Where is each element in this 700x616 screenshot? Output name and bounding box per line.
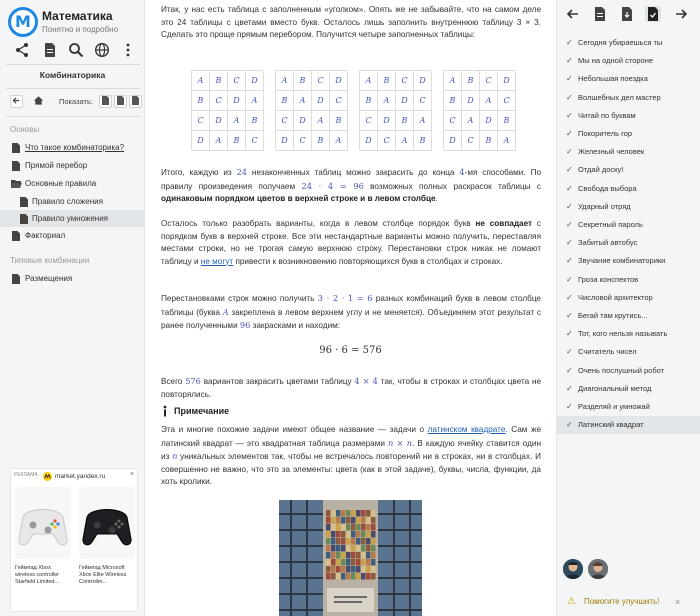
nav-item-arrangements[interactable] [0, 270, 145, 287]
table-cell: A [378, 91, 396, 111]
nav-item-direct-enumeration[interactable] [0, 157, 145, 174]
table-cell: A [330, 131, 348, 151]
task-list-label: Ударный отряд [578, 201, 631, 211]
table-cell: D [276, 131, 294, 151]
ad-close-button[interactable]: × [129, 471, 134, 478]
show-label: Показать: [59, 97, 93, 106]
table-cell: C [378, 131, 396, 151]
check-icon: ✓ [566, 274, 573, 284]
table-cell: D [294, 111, 312, 131]
nav-controls [8, 95, 140, 111]
latin-square-table [275, 70, 347, 150]
task-list-label: Покоритель гор [578, 129, 633, 138]
link-cannot[interactable]: не могут [200, 256, 234, 266]
task-list-item[interactable] [557, 52, 700, 70]
check-icon: ✓ [566, 329, 573, 339]
task-list-item[interactable] [557, 216, 700, 234]
arrow-right-icon[interactable] [673, 6, 689, 22]
table-cell: C [312, 71, 330, 91]
task-list-label: Отдай доску! [578, 165, 624, 175]
file-icon [20, 197, 28, 207]
ad-banner[interactable] [10, 468, 138, 612]
arrow-left-icon [12, 96, 21, 105]
task-list-item[interactable] [557, 398, 700, 416]
file-icon [12, 274, 20, 284]
table-cell: C [498, 91, 516, 111]
table-cell: C [444, 111, 462, 131]
document-icon [132, 96, 139, 105]
task-list-item[interactable] [557, 380, 700, 398]
back-button[interactable] [10, 95, 23, 108]
ad-label: РЕКЛАМА [14, 472, 38, 478]
task-list-label: Волшебных дел мастер [578, 92, 661, 102]
document-icon [102, 96, 109, 105]
product-image[interactable] [79, 487, 135, 559]
check-icon: ✓ [566, 347, 573, 357]
table-cell: B [414, 131, 432, 151]
info-icon [160, 405, 170, 417]
file-icon [12, 161, 20, 171]
table-cell: C [246, 131, 264, 151]
globe-icon[interactable] [94, 42, 110, 58]
table-cell: D [192, 131, 210, 151]
text: Перестановками строк можно получить [161, 294, 318, 303]
task-list-item[interactable] [557, 70, 700, 88]
table-cell: B [210, 71, 228, 91]
text: Эта и многие похожие задачи имеют общее название — задачи о [161, 425, 428, 434]
table-cell: D [378, 111, 396, 131]
table-cell: D [498, 71, 516, 91]
product-image[interactable] [15, 487, 71, 559]
nav-item-label: Правило умножения [32, 214, 109, 223]
table-cell: B [498, 111, 516, 131]
text: закрасками и находим: [250, 321, 341, 330]
task-list-item[interactable] [557, 89, 700, 107]
math: 4 [459, 167, 465, 177]
note-title: Примечание [174, 406, 230, 416]
latin-square-photo [279, 500, 422, 616]
check-icon: ✓ [566, 402, 573, 411]
show-tasks-button[interactable] [129, 95, 142, 108]
math: 576 [185, 376, 201, 386]
avatar[interactable] [563, 559, 583, 579]
folder-open-icon [11, 179, 22, 188]
task-list-item[interactable] [557, 180, 700, 198]
divider [6, 116, 140, 117]
paragraph [161, 375, 541, 401]
task-list-label: Небольшая поездка [578, 74, 648, 84]
left-sidebar [0, 0, 145, 616]
right-toolbar [557, 0, 700, 28]
check-icon: ✓ [566, 183, 573, 193]
table-cell: B [246, 111, 264, 131]
right-sidebar [556, 0, 700, 616]
table-cell: C [192, 111, 210, 131]
table-cell: D [330, 71, 348, 91]
table-cell: A [210, 131, 228, 151]
nav-item-label: Факториал [25, 231, 66, 240]
table-cell: C [294, 131, 312, 151]
table-cell: B [192, 91, 210, 111]
table-cell: D [444, 131, 462, 151]
math: n × n [387, 437, 413, 448]
table-cell: D [360, 131, 378, 151]
table-cell: D [246, 71, 264, 91]
nav-item-addition-rule[interactable] [0, 193, 145, 210]
document-icon[interactable] [42, 42, 58, 58]
table-cell: A [480, 91, 498, 111]
brand[interactable] [8, 5, 143, 37]
table-cell: C [462, 131, 480, 151]
text: уникальных элементов так, чтобы не встречалось повторений ни в строках, ни в столбцах. И совершенно не важно, что это за элементы: цвета (как в этой задаче), буквы, числа, функции, да хоть кролики. [161, 452, 541, 486]
task-list-label: Диагональный метод [578, 383, 652, 393]
file-icon [20, 214, 28, 224]
table-cell: A [414, 111, 432, 131]
improve-link[interactable]: Помогите улучшить! [584, 597, 660, 606]
task-list-label: Свобода выбора [578, 183, 637, 193]
text: Итого, каждую из [161, 168, 237, 177]
table-cell: A [444, 71, 462, 91]
task-list-label: Латинский квадрат [578, 420, 644, 430]
document-download-icon[interactable] [619, 6, 635, 22]
table-cell: C [276, 111, 294, 131]
math: 3 · 2 · 1 = 6 [317, 293, 373, 303]
task-list-label: Забитый автобус [578, 238, 638, 248]
table-cell: B [480, 131, 498, 151]
site-subtitle: Понятно и подробно [42, 25, 119, 34]
arrow-left-icon[interactable] [565, 6, 581, 22]
show-theory-button[interactable] [114, 95, 127, 108]
check-icon: ✓ [566, 129, 573, 138]
avatar[interactable] [588, 559, 608, 579]
task-list-label: Мы на одной стороне [578, 56, 654, 66]
check-icon: ✓ [566, 256, 573, 266]
section-title[interactable]: Комбинаторика [39, 70, 106, 80]
task-list-item[interactable] [557, 416, 700, 434]
check-icon: ✓ [566, 311, 573, 320]
table-cell: B [330, 111, 348, 131]
math: 24 · 4 = 96 [301, 180, 364, 191]
check-icon: ✓ [566, 238, 573, 248]
file-icon [12, 143, 20, 153]
table-cell: B [276, 91, 294, 111]
search-icon[interactable] [68, 42, 84, 58]
product-title[interactable]: Геймпад Microsoft Xbox Elite Wireless Controller... [79, 565, 127, 585]
task-list-label: Звучание комбинаторики [578, 256, 666, 266]
link-latin-square[interactable]: латинском квадрате [427, 425, 506, 434]
check-icon: ✓ [566, 365, 573, 375]
black-gamepad-image [79, 487, 135, 559]
table-cell: A [396, 131, 414, 151]
task-list-label: Тот, кого нельзя называть [578, 329, 668, 339]
latin-square-table [359, 70, 431, 150]
table-cell: C [210, 91, 228, 111]
table-cell: D [480, 111, 498, 131]
nav-group-typical-combinations: Типовые комбинации [10, 256, 90, 265]
table-cell: D [210, 111, 228, 131]
task-list-label: Считатель чисел [578, 347, 637, 357]
product-title[interactable]: Геймпад Xbox wireless controller Starfield Limited... [15, 565, 60, 585]
divider [6, 88, 140, 89]
task-list-item[interactable] [557, 343, 700, 361]
document-icon[interactable] [592, 6, 608, 22]
close-button[interactable]: × [675, 597, 681, 607]
table-cell: D [414, 71, 432, 91]
table-cell: C [330, 91, 348, 111]
task-list-item[interactable] [557, 161, 700, 179]
nav-item-multiplication-rule[interactable] [0, 210, 145, 227]
paragraph [161, 218, 541, 268]
paragraph: Итак, у нас есть таблица с заполненным «уголком». Опять же не забывайте, что на самом деле это 24 таблицы с цветами вместо букв. Осталось лишь заполнить внутреннюю таблицу 3 × 3. Сделать это проще прямым перебором. Получится четыре заполненных таблицы: [161, 5, 541, 39]
task-list-label: Сегодня убираешься ты [578, 38, 663, 47]
table-cell: C [414, 91, 432, 111]
text: Всего [161, 377, 186, 386]
text: . В каждую ячейку ставится один из [161, 438, 541, 461]
text: Осталось только разобрать варианты, когда в левом столбце порядок букв [161, 219, 476, 228]
market-logo-icon [43, 472, 52, 481]
check-icon: ✓ [566, 56, 573, 66]
table-cell: A [276, 71, 294, 91]
white-gamepad-image [15, 487, 71, 559]
task-list-label: Очень послушный робот [578, 365, 665, 375]
task-list-label: Читай по буквам [578, 110, 636, 120]
table-cell: B [462, 71, 480, 91]
table-cell: A [312, 111, 330, 131]
table-cell: B [378, 71, 396, 91]
task-list-item[interactable] [557, 252, 700, 270]
nav-item-what-is-combinatorics[interactable] [0, 139, 145, 156]
table-cell: D [312, 91, 330, 111]
sidebar-toolbar [8, 42, 138, 60]
table-cell: C [396, 71, 414, 91]
check-icon: ✓ [566, 220, 573, 229]
file-icon [12, 231, 20, 241]
table-cell: B [360, 91, 378, 111]
task-list-item[interactable] [557, 125, 700, 143]
math: A [222, 306, 229, 317]
check-icon: ✓ [566, 292, 573, 302]
table-cell: D [462, 91, 480, 111]
nav-group-basics: Основы [10, 125, 40, 134]
table-cell: C [228, 71, 246, 91]
task-list-label: Числовой архитектор [578, 292, 653, 302]
check-icon: ✓ [566, 74, 573, 84]
table-cell: A [246, 91, 264, 111]
table-cell: A [360, 71, 378, 91]
improve-banner[interactable] [557, 590, 700, 614]
task-list-label: Гроза конспектов [578, 274, 639, 284]
text: возможных полных раскрасок таблицы с [363, 181, 542, 191]
math: 24 [236, 167, 248, 177]
task-list-item[interactable] [557, 107, 700, 125]
table-cell: B [294, 71, 312, 91]
check-icon: ✓ [566, 147, 573, 157]
task-list-item[interactable] [557, 271, 700, 289]
task-list-item[interactable] [557, 198, 700, 216]
logo[interactable]: М [8, 7, 38, 37]
table-cell: C [480, 71, 498, 91]
warning-icon: ⚠ [567, 596, 576, 607]
text: . Сам же латинский квадрат — это квадратная таблица размерами [161, 425, 541, 448]
text: привести к возникновению повторяющихся букв в столбцах и строках. [233, 256, 503, 266]
latin-square-table [191, 70, 263, 150]
latin-square-table [443, 70, 515, 150]
paragraph [161, 424, 541, 489]
math: 4 × 4 [354, 376, 378, 386]
check-icon: ✓ [566, 165, 573, 175]
check-icon: ✓ [566, 383, 573, 393]
table-cell: D [228, 91, 246, 111]
table-cell: B [396, 111, 414, 131]
task-list-item[interactable] [557, 325, 700, 343]
task-list-label: Бегай там крутись... [578, 311, 648, 320]
text: закреплена в левом верхнем углу и не меняется). Объединяем этот результат с ранее полученными [161, 307, 541, 330]
table-cell: A [462, 111, 480, 131]
text: -мя способами. По правилу произведения получаем [161, 168, 542, 191]
check-icon: ✓ [566, 420, 573, 430]
nav-item-label: Размещения [25, 274, 73, 283]
document-icon [117, 96, 124, 105]
ad-source[interactable]: market.yandex.ru [55, 473, 106, 480]
divider [6, 64, 140, 65]
table-cell: A [228, 111, 246, 131]
nav-item-label: Прямой перебор [25, 161, 88, 170]
task-list-item[interactable] [557, 307, 700, 325]
text: разных комбинаций букв в левом столбце таблицы (буква [161, 294, 541, 317]
task-list-item[interactable] [557, 289, 700, 307]
more-vertical-icon[interactable] [120, 42, 136, 58]
user-avatar-image [588, 559, 608, 579]
document-checked-icon[interactable] [645, 6, 661, 22]
check-icon: ✓ [566, 38, 573, 47]
task-list-item[interactable] [557, 34, 700, 52]
nav-item-label: Основные правила [25, 179, 97, 188]
article [146, 0, 555, 616]
bold-text: не совпадает [475, 219, 533, 228]
text: . [435, 194, 438, 203]
table-cell: C [360, 111, 378, 131]
task-list-item[interactable] [557, 234, 700, 252]
math: 96 [239, 320, 251, 330]
check-icon: ✓ [566, 201, 573, 211]
nav-item-label: Что такое комбинаторика? [25, 143, 125, 152]
text: с порядком букв в верхней строке. Все эти нестандартные варианты можно получить, переставляя местами строки, но не трогая самую верхнюю строку. Перестановки строк никак не ломают таблицу и [161, 219, 541, 266]
home-button[interactable] [32, 95, 45, 108]
table-cell: A [192, 71, 210, 91]
user-avatar-image [563, 559, 583, 579]
task-list-label: Разделяй и умножай [578, 402, 650, 411]
site-title[interactable]: Математика [42, 9, 113, 23]
task-list-item[interactable] [557, 143, 700, 161]
nav-item-basic-rules[interactable] [0, 175, 145, 192]
formula: 96 · 6 = 576 [319, 345, 382, 356]
task-list-label: Железный человек [578, 147, 645, 157]
paragraph [161, 292, 541, 333]
text: так, чтобы в строках и столбцах цвета не повторялись. [161, 377, 542, 399]
table-cell: A [294, 91, 312, 111]
text: незаконченных таблиц можно закрасить до конца [247, 168, 460, 177]
table-cell: D [396, 91, 414, 111]
table-cell: A [498, 131, 516, 151]
nav-item-label: Правило сложения [32, 197, 103, 206]
check-icon: ✓ [566, 110, 573, 120]
task-list-item[interactable] [557, 362, 700, 380]
task-list-label: Секретный пароль [578, 220, 643, 229]
show-all-button[interactable] [99, 95, 112, 108]
structure-icon[interactable] [14, 42, 30, 58]
paragraph [161, 166, 541, 206]
stained-glass-window-image [279, 500, 422, 616]
table-cell: B [228, 131, 246, 151]
math: n [172, 451, 178, 461]
text: вариантов закрасить цветами таблицу [200, 377, 355, 386]
home-icon [33, 95, 44, 106]
table-cell: B [444, 91, 462, 111]
bold-text: одинаковым порядком цветов в верхней строке и в левом столбце [161, 194, 436, 203]
check-icon: ✓ [566, 92, 573, 102]
table-cell: B [312, 131, 330, 151]
nav-item-factorial[interactable] [0, 227, 145, 244]
